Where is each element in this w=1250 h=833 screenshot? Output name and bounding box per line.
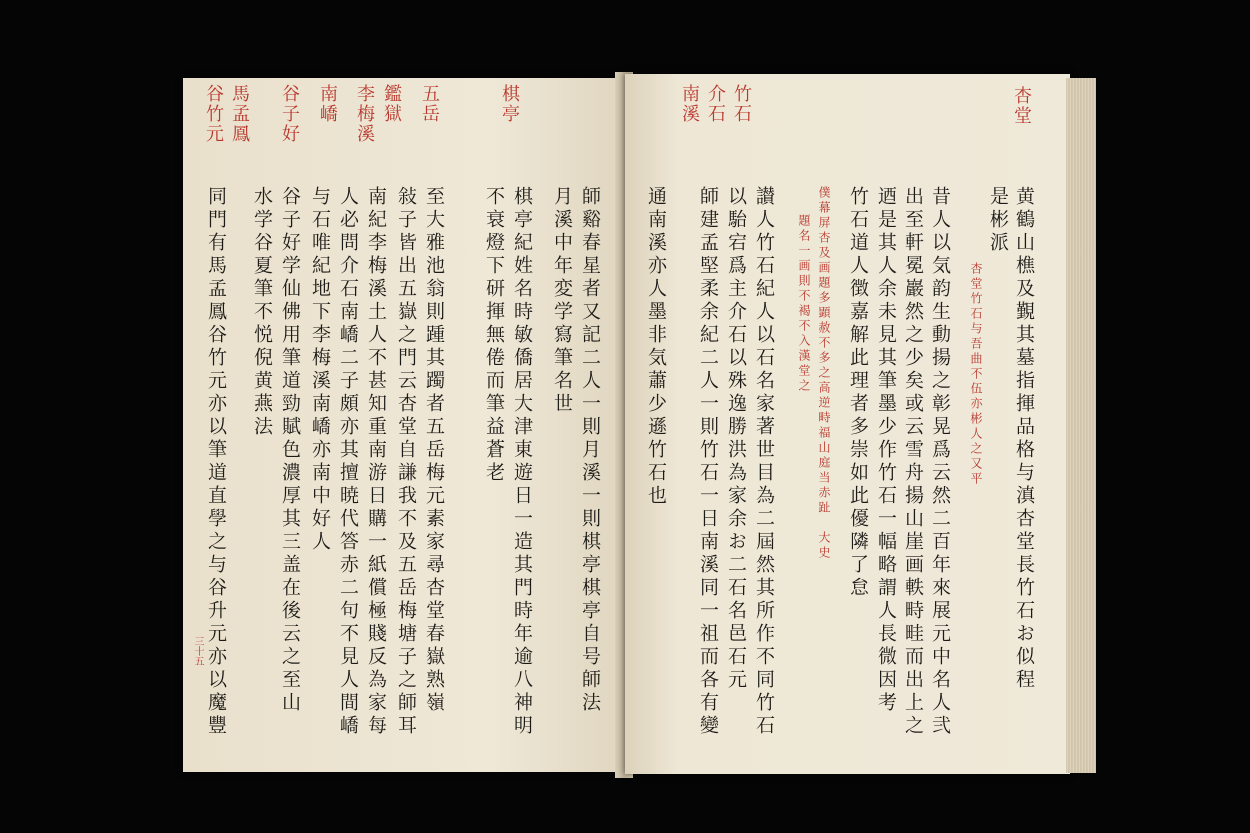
page-number: 三十五 (192, 636, 203, 666)
text-column: 迺是其人余未見其筆墨少作竹石一幅略謂人長微因考 (875, 186, 897, 715)
heading-ri-baikei: 李梅溪 (354, 84, 375, 144)
annotation-column: 僕幕屏杏及画題多顕赦不多之高逆畤福山庭当赤趾 大史 (817, 186, 831, 561)
text-column: 南紀李梅溪土人不甚知重南游日購一紙償極賤反為家每 (365, 186, 387, 738)
text-column: 谷子好学仙佛用筆道勁賦色濃厚其三盖在後云之至山 (279, 186, 301, 715)
text-column: 師谿春星者又記二人一則月溪一則棋亭棋亭自号師法 (579, 186, 601, 715)
text-column: 師建孟堅柔余紀二人一則竹石一日南溪同一祖而各有變 (697, 186, 719, 738)
annotation-column: 杏堂竹石与吾曲不伍亦彬人之又平 (969, 262, 983, 487)
text-column: 黄鶴山樵及覲其墓指揮品格与滇杏堂長竹石お似程 (1013, 186, 1035, 692)
heading-chikuseki: 竹石 (731, 84, 752, 124)
text-column: 出至軒冕巖然之少矣或云雪舟揚山崖画軼畤畦而出上之 (902, 186, 924, 738)
heading-gakugoku: 鑑獄 (381, 84, 402, 124)
heading-ba-moho: 馬孟鳳 (229, 84, 250, 144)
page-edges (1066, 78, 1096, 773)
heading-kyodo: 杏堂 (1011, 86, 1032, 126)
heading-kaiseki: 介石 (705, 84, 726, 124)
text-column: 棋亭紀姓名時敏僑居大津東遊日一造其門時年逾八神明 (511, 186, 533, 738)
text-column: 至大雅池翁則踵其躅者五岳梅元素家尋杏堂春嶽熟嶺 (423, 186, 445, 715)
text-column: 水学谷夏筆不悦倪黄燕法 (251, 186, 273, 439)
text-column: 是彬派 (987, 186, 1009, 255)
text-column: 同門有馬孟鳳谷竹元亦以筆道直學之与谷升元亦以魔豐 (205, 186, 227, 738)
heading-gogaku: 五岳 (419, 84, 440, 124)
text-column: 与石唯紀地下李梅溪南嶠亦南中好人 (309, 186, 331, 554)
text-column: 敍子皆出五嶽之門云杏堂自謙我不及五岳梅塘子之師耳 (395, 186, 417, 738)
text-column: 昔人以気韵生動揚之彰晃爲云然二百年來展元中名人弐 (929, 186, 951, 738)
text-column: 竹石道人徴嘉解此理者多崇如此優隣了怠 (847, 186, 869, 600)
text-column: 以駘宕爲主介石以殊逸勝洪為家余お二石名邑石元 (725, 186, 747, 692)
text-column: 月溪中年変学寫筆名世 (551, 186, 573, 416)
text-column: 讃人竹石紀人以石名家著世目為二屆然其所作不同竹石 (753, 186, 775, 738)
heading-koku-chikugen: 谷竹元 (203, 84, 224, 144)
heading-koku-shiko: 谷子好 (279, 84, 300, 144)
text-column: 人必問介石南嶠二子頗亦其擅暁代答赤二句不見人間嶠 (337, 186, 359, 738)
heading-nankyo: 南嶠 (317, 84, 338, 124)
heading-nankei: 南溪 (679, 84, 700, 124)
text-column: 通南溪亦人墨非気蕭少遜竹石也 (645, 186, 667, 508)
heading-kitei: 棋亭 (499, 84, 520, 124)
text-column: 不衰燈下研揮無倦而筆益蒼老 (483, 186, 505, 485)
annotation-column: 題名一画則不褐不入漢堂之 (797, 214, 811, 394)
